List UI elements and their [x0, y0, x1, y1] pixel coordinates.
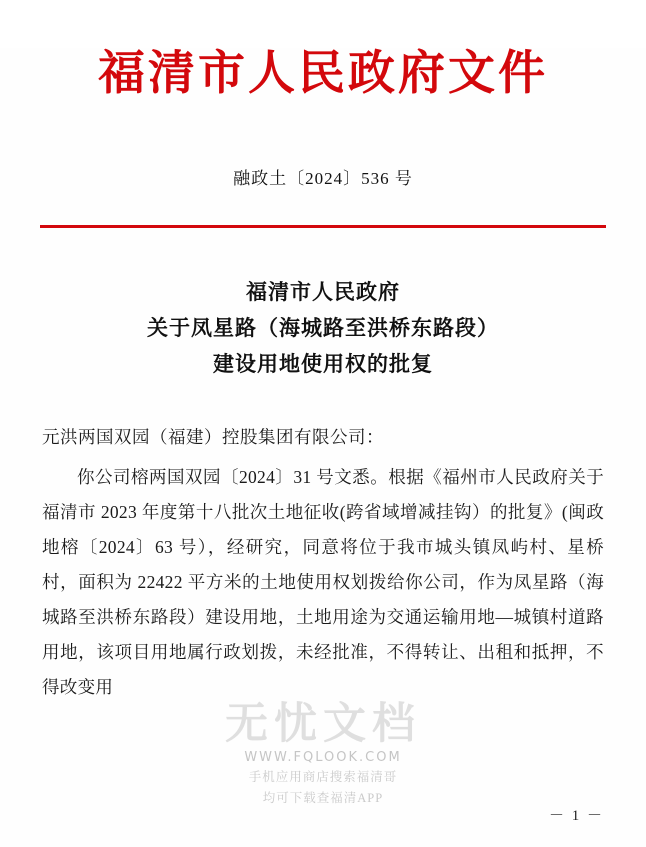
red-divider-rule: [40, 225, 606, 228]
document-number: 融政土〔2024〕536 号: [233, 168, 413, 188]
watermark-subline-2: 均可下载查福清APP: [262, 790, 384, 805]
watermark-title: 无忧文档: [225, 698, 421, 749]
watermark-url: WWW.FQLOOK.COM: [244, 749, 402, 765]
document-page: [0, 48, 646, 847]
addressee-line: 元洪两国双园（福建）控股集团有限公司：: [42, 427, 384, 448]
document-heading: [42, 274, 604, 382]
watermark: [0, 698, 646, 807]
body-paragraph-1: 你公司榕两国双园〔2024〕31 号文悉。根据《福州市人民政府关于福清市 2023 年度第十八批次土地征收(跨省域增减挂钩）的批复》(闽政地榕〔2024〕63 号），经研究，同意将位于我市城头镇凤屿村、星桥村，面积为 22422 平方米的土地使用权划拨给你公司，作为凤星路（海城路至洪桥东路段）建设用地，土地用途为交通运输用地—城镇村道路用地，该项目用地属行政划拨，未经批准，不得转让、出租和抵押，不得改变用: [42, 466, 604, 697]
page-number: － 1 －: [548, 808, 604, 824]
watermark-subline-1: 手机应用商店搜索福清哥: [248, 769, 398, 784]
heading-line-1: 福清市人民政府: [246, 279, 400, 304]
document-masthead-title: 福清市人民政府文件: [98, 46, 548, 101]
heading-line-3: 建设用地使用权的批复: [213, 351, 433, 376]
heading-line-2: 关于凤星路（海城路至洪桥东路段）: [147, 315, 499, 340]
document-body: [42, 460, 604, 705]
